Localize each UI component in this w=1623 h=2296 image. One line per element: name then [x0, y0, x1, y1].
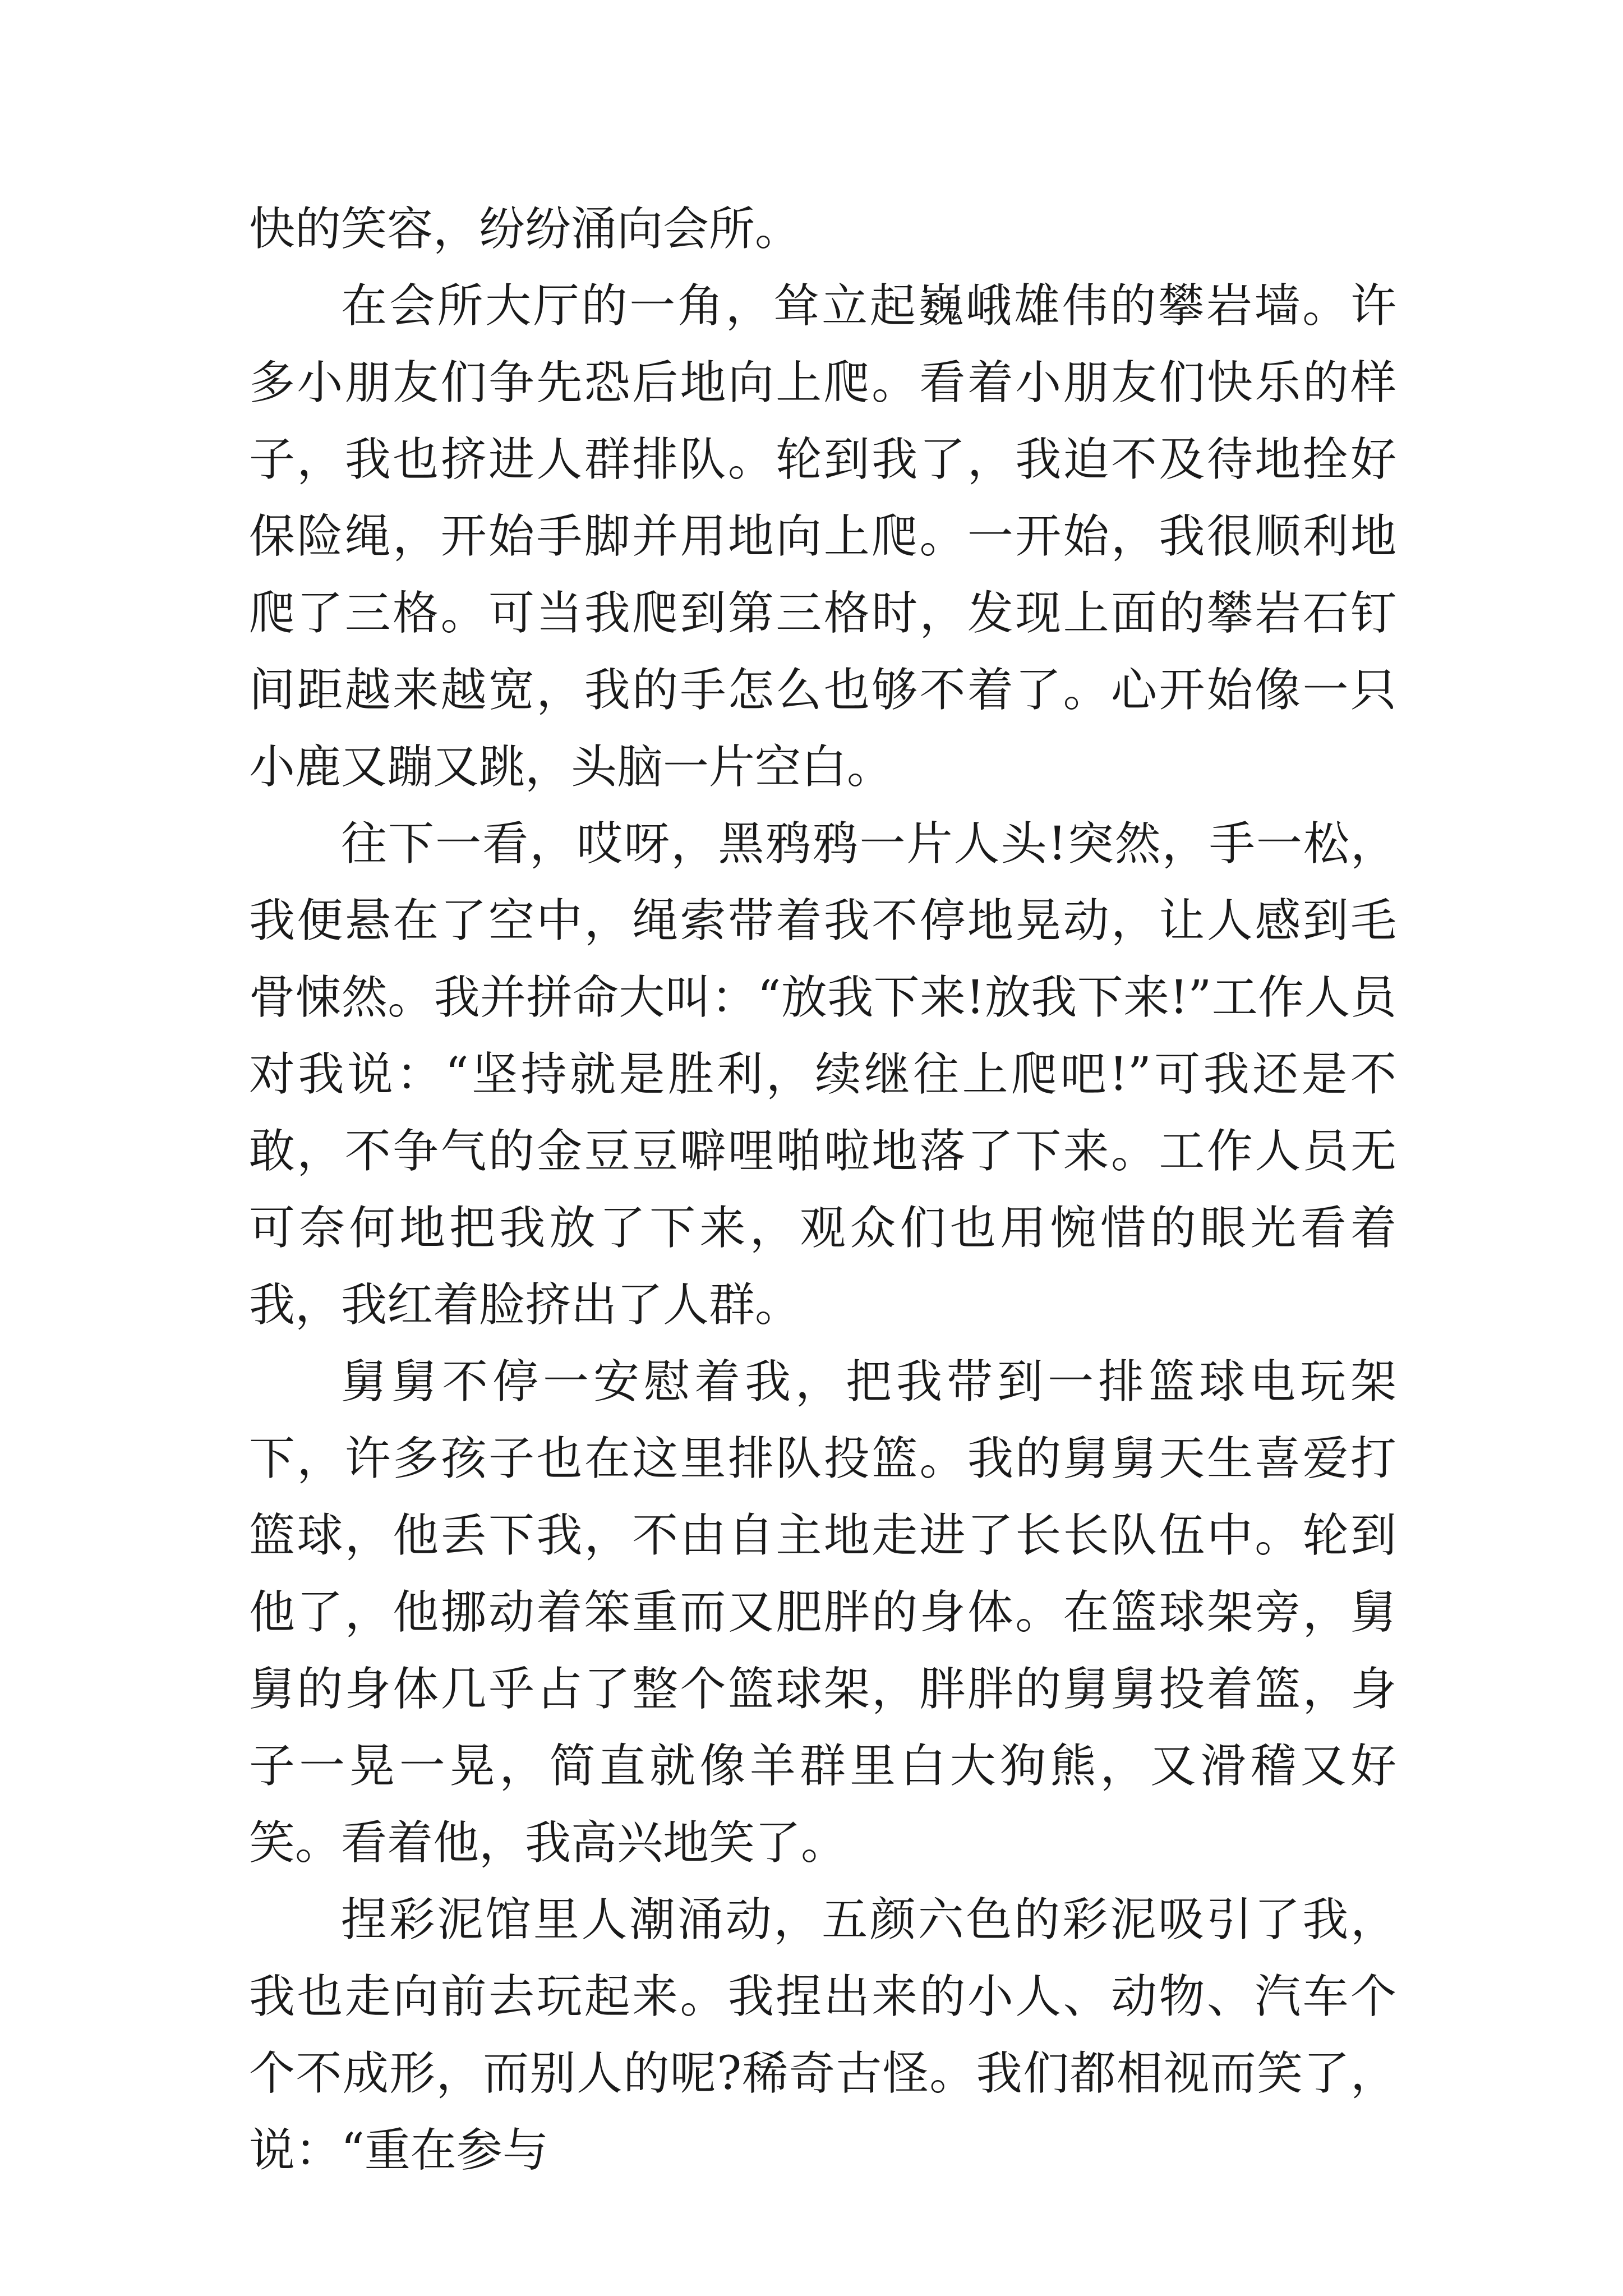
paragraph-1: 快的笑容，纷纷涌向会所。 [249, 203, 801, 256]
paragraph-3: 往下一看，哎呀，黑鸦鸦一片人头!突然，手一松，我便悬在了空中，绳索带着我不停地晃动，让人感到毛骨悚然。我并拼命大叫：“放我下来!放我下来!”工作人员对我说：“坚持就是胜利，续继往上爬吧!”可我还是不敢，不争气的金豆豆噼哩啪啦地落了下来。工作人员无可奈何地把我放了下来，观众们也用惋惜的眼光看着我，我红着脸挤出了人群。 [249, 817, 1396, 1332]
document-body [249, 191, 1396, 2189]
paragraph-4: 舅舅不停一安慰着我，把我带到一排篮球电玩架下，许多孩子也在这里排队投篮。我的舅舅天生喜爱打篮球，他丢下我，不由自主地走进了长长队伍中。轮到他了，他挪动着笨重而又肥胖的身体。在篮球架旁，舅舅的身体几乎占了整个篮球架，胖胖的舅舅投着篮，身子一晃一晃，简直就像羊群里白大狗熊，又滑稽又好笑。看着他，我高兴地笑了。 [249, 1355, 1396, 1870]
paragraph-2: 在会所大厅的一角，耸立起巍峨雄伟的攀岩墙。许多小朋友们争先恐后地向上爬。看着小朋友们快乐的样子，我也挤进人群排队。轮到我了，我迫不及待地拴好保险绳，开始手脚并用地向上爬。一开始，我很顺利地爬了三格。可当我爬到第三格时，发现上面的攀岩石钉间距越来越宽，我的手怎么也够不着了。心开始像一只小鹿又蹦又跳，头脑一片空白。 [249, 279, 1396, 794]
paragraph-5: 捏彩泥馆里人潮涌动，五颜六色的彩泥吸引了我，我也走向前去玩起来。我捏出来的小人、动物、汽车个个不成形，而别人的呢?稀奇古怪。我们都相视而笑了，说：“重在参与 [249, 1893, 1396, 2177]
